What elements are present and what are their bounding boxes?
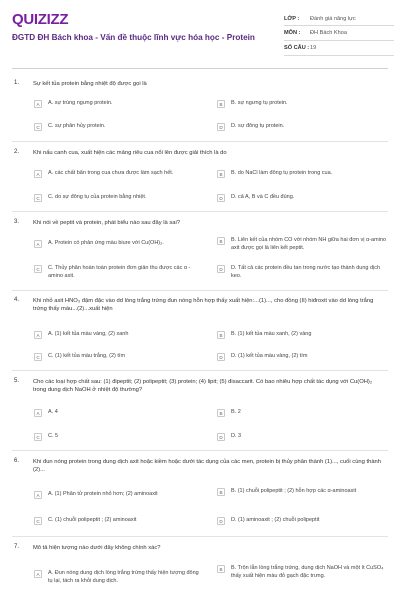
question-number: 2. (14, 149, 20, 155)
option-text: A. (1) kết tủa màu vàng, (2) xanh (48, 331, 129, 337)
option-d[interactable] (217, 353, 387, 361)
option-text: B. (1) kết tủa màu xanh, (2) vàng (231, 331, 312, 337)
option-c[interactable] (34, 353, 204, 361)
option-a[interactable] (34, 240, 204, 248)
option-b[interactable] (217, 409, 387, 417)
question-number: 6. (14, 458, 20, 464)
meta-value: 19 (310, 45, 317, 51)
option-b[interactable] (217, 565, 387, 580)
option-letter-box: C (34, 123, 42, 131)
question-number: 5. (14, 378, 20, 384)
option-d[interactable] (217, 433, 387, 441)
option-b[interactable] (217, 237, 387, 252)
option-c[interactable] (34, 123, 204, 131)
meta-label: SỐ CÂU : (284, 45, 310, 51)
option-text: B. (1) chuỗi polipeptit ; (2) hỗn hợp các α-aminoaxit (231, 488, 357, 494)
header-divider (12, 68, 388, 69)
meta-value: ĐH Bách Khoa (310, 30, 348, 36)
option-b[interactable] (217, 488, 387, 496)
question-number: 1. (14, 80, 20, 86)
option-text: B. Liên kết của nhóm CO với nhóm NH giữa hai đơn vị α-amino axit được gọi là liên kết peptit. (231, 237, 387, 251)
option-text: A. các chất bẩn trong cua chưa được làm sạch hết. (48, 170, 174, 176)
question-text: Khi nấu canh cua, xuất hiện các mảng riêu cua nổi lên được giải thích là do (33, 150, 227, 156)
option-text: B. sự ngưng tụ protein. (231, 100, 288, 106)
question-text: Khi đun nóng protein trong dung dịch axit hoặc kiềm hoặc dưới tác dụng của các men, protein bị thủy phân thành (1)..., cuối cùng thành (2)... (33, 459, 381, 473)
option-letter-box: C (34, 265, 42, 273)
question-number: 3. (14, 219, 20, 225)
option-text: D. cả A, B và C đều đúng. (231, 194, 295, 200)
option-c[interactable] (34, 433, 204, 441)
meta-label: MÔN : (284, 30, 301, 36)
option-text: C. (1) chuỗi polipeptit ; (2) aminoaxit (48, 517, 137, 523)
worksheet-header (0, 0, 400, 68)
worksheet-meta (284, 12, 394, 56)
option-text: B. Trộn lẫn lòng trắng trứng, dung dịch NaOH và một ít CuSO₄ thấy xuất hiện màu đỏ gạch đặc trưng. (231, 565, 384, 579)
option-c[interactable] (34, 517, 204, 525)
option-a[interactable] (34, 100, 204, 108)
option-letter-box: B (217, 170, 225, 178)
option-a[interactable] (34, 331, 204, 339)
option-letter-box: B (217, 331, 225, 339)
question-text: Sự kết tủa protein bằng nhiệt độ được gọi là (33, 81, 147, 87)
option-text: A. 4 (48, 409, 58, 415)
question-number: 4. (14, 297, 20, 303)
option-letter-box: D (217, 353, 225, 361)
question-divider (12, 450, 388, 451)
question-divider (12, 370, 388, 371)
option-letter-box: B (217, 488, 225, 496)
option-text: C. Thủy phân hoàn toàn protein đơn giản thu được các α -amino axit. (48, 265, 191, 279)
option-letter-box: B (217, 409, 225, 417)
question-number: 7. (14, 544, 20, 550)
meta-count-row (284, 41, 394, 56)
option-letter-box: B (217, 565, 225, 573)
option-text: A. Đun nóng dung dịch lòng trắng trứng thấy hiện tượng đông tụ lại, tách ra khỏi dung dịch. (48, 570, 199, 584)
option-letter-box: D (217, 265, 225, 273)
option-text: A. Protein có phản ứng màu biure với Cu(OH)₂. (48, 240, 164, 246)
option-letter-box: A (34, 170, 42, 178)
question-divider (12, 211, 388, 212)
option-a[interactable] (34, 409, 204, 417)
meta-subject-row (284, 26, 394, 41)
quizizz-logo: QUIZIZZ (12, 11, 69, 28)
option-letter-box: C (34, 194, 42, 202)
option-d[interactable] (217, 265, 387, 280)
option-text: C. 5 (48, 433, 59, 439)
option-letter-box: C (34, 353, 42, 361)
option-letter-box: A (34, 240, 42, 248)
option-c[interactable] (34, 265, 204, 280)
option-text: D. Tất cả các protein đều tan trong nước tạo thành dung dịch keo. (231, 265, 381, 279)
option-letter-box: B (217, 237, 225, 245)
question-divider (12, 290, 388, 291)
option-c[interactable] (34, 194, 204, 202)
option-text: C. do sự đông tụ của protein bằng nhiệt. (48, 194, 147, 200)
option-letter-box: A (34, 570, 42, 578)
question-text: Khi nhỏ axit HNO₃ đậm đặc vào dd lòng trắng trứng đun nóng hỗn hợp thấy xuất hiện:...(1)..., cho đồng (II) hiđroxit vào dd lòng trắng trứng thấy màu...(2)...xuất hiện (33, 298, 374, 312)
option-a[interactable] (34, 491, 204, 499)
option-letter-box: A (34, 491, 42, 499)
option-letter-box: B (217, 100, 225, 108)
meta-value: Đánh giá năng lực (310, 15, 356, 22)
option-b[interactable] (217, 331, 387, 339)
option-a[interactable] (34, 170, 214, 178)
option-letter-box: C (34, 517, 42, 525)
option-text: A. sự trùng ngưng protein. (48, 100, 113, 106)
worksheet-title: ĐGTD ĐH Bách khoa - Vấn đề thuộc lĩnh vực hóa học - Protein (12, 33, 255, 42)
option-a[interactable] (34, 570, 204, 585)
question-divider (12, 141, 388, 142)
question-text: Mô tả hiện tượng nào dưới đây không chính xác? (33, 545, 161, 551)
option-d[interactable] (217, 123, 387, 131)
question-text: Khi nói về peptit và protein, phát biểu nào sau đây là sai? (33, 220, 180, 226)
meta-label: LỚP : (284, 15, 300, 22)
option-letter-box: A (34, 409, 42, 417)
option-d[interactable] (217, 194, 387, 202)
option-b[interactable] (217, 100, 387, 108)
option-letter-box: A (34, 100, 42, 108)
option-text: B. 2 (231, 409, 241, 415)
option-letter-box: A (34, 331, 42, 339)
option-text: D. 3 (231, 433, 242, 439)
option-d[interactable] (217, 517, 387, 525)
option-text: B. do NaCl làm đông tụ protein trong cua. (231, 170, 333, 176)
option-letter-box: D (217, 517, 225, 525)
option-b[interactable] (217, 170, 387, 178)
option-text: C. (1) kết tủa màu trắng, (2) tím (48, 353, 126, 359)
question-divider (12, 536, 388, 537)
option-text: D. sự đông tụ protein. (231, 123, 285, 129)
option-text: D. (1) kết tủa màu vàng, (2) tím (231, 353, 308, 359)
option-letter-box: D (217, 123, 225, 131)
option-letter-box: C (34, 433, 42, 441)
question-text: Cho các loại hợp chất sau: (1) đipeptit; (2) polipeptit; (3) protein; (4) lipit; (5) đisaccarit. Có bao nhiêu hợp chất tác dụng với Cu(OH)₂ trong dung dịch NaOH ở nhiệt độ thường? (33, 379, 373, 393)
option-text: A. (1) Phân tử protein nhỏ hơn; (2) aminoaxit (48, 491, 158, 497)
option-text: C. sự phân hủy protein. (48, 123, 106, 129)
option-text: D. (1) aminoaxit ; (2) chuỗi polipeptit (231, 517, 320, 523)
meta-class-row (284, 12, 394, 26)
option-letter-box: D (217, 433, 225, 441)
option-letter-box: D (217, 194, 225, 202)
